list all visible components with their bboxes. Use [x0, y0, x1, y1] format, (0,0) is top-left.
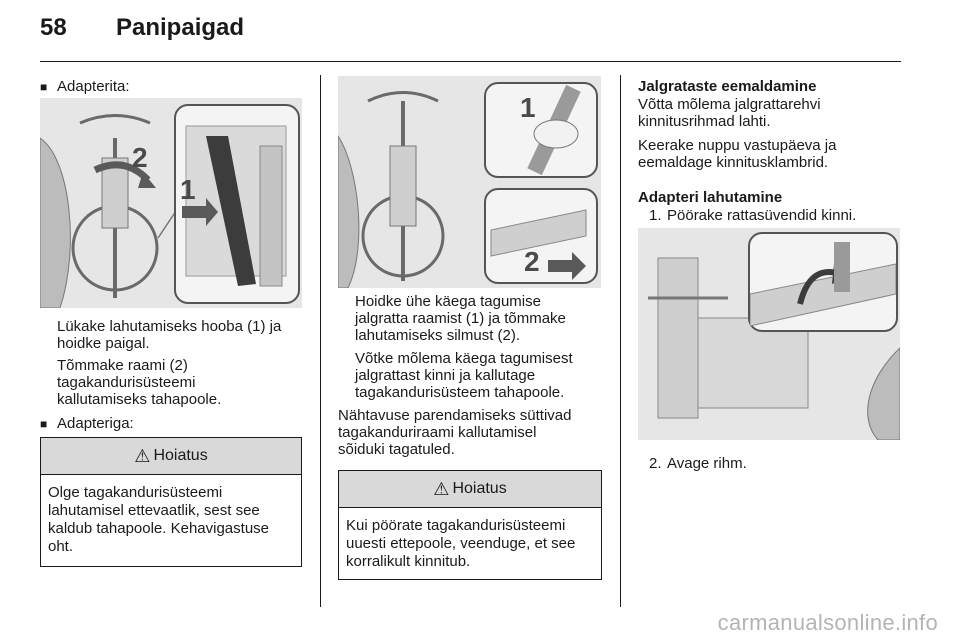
warning-triangle-icon: ⚠ [433, 478, 450, 499]
warning-title: Hoiatus [452, 480, 507, 497]
page-number: 58 [40, 14, 67, 41]
warning-box-middle [338, 470, 602, 580]
list-number-2: 2. [649, 455, 662, 472]
middle-para-line3: sõiduki tagatuled. [338, 441, 455, 458]
callout-label-1: 1 [520, 92, 536, 123]
callout-label-2: 2 [132, 142, 148, 173]
callout-label-2: 2 [524, 246, 540, 277]
middle-step2-line2: jalgrattast kinni ja kallutage [355, 367, 536, 384]
warning-header [41, 438, 301, 475]
left-step2-line1: Tõmmake raami (2) [57, 357, 188, 374]
left-step2-line3: kallutamiseks tahapoole. [57, 391, 222, 408]
chapter-title: Panipaigad [116, 14, 245, 41]
warning-line: Kui pöörate tagakandurisüsteemi [346, 517, 566, 534]
figure-tilt-carrier [338, 76, 601, 288]
warning-line: Olge tagakandurisüsteemi [48, 484, 223, 501]
warning-body [339, 508, 601, 571]
figure-release-lever [40, 98, 302, 308]
right-para2-line2: eemaldage kinnitusklambrid. [638, 154, 829, 171]
section-heading-detach-adapter: Adapteri lahutamine [638, 189, 783, 206]
left-step2-line2: tagakandurisüsteemi [57, 374, 196, 391]
middle-para-line2: tagakanduriraami kallutamisel [338, 424, 537, 441]
middle-para-line1: Nähtavuse parendamiseks süttivad [338, 407, 572, 424]
list-text-2: Avage rihm. [667, 455, 747, 472]
warning-line: uuesti ettepoole, veenduge, et see [346, 535, 576, 552]
column-divider-right [620, 75, 621, 607]
warning-line: korralikult kinnitub. [346, 553, 471, 570]
section-heading-remove-bikes: Jalgrataste eemaldamine [638, 78, 817, 95]
warning-header [339, 471, 601, 508]
middle-step2-line1: Võtke mõlema käega tagumisest [355, 350, 573, 367]
warning-line: lahutamisel ettevaatlik, sest see [48, 502, 260, 519]
middle-step2-line3: tagakandurisüsteem tahapoole. [355, 384, 565, 401]
warning-body [41, 475, 301, 556]
square-bullet-icon: ■ [40, 80, 48, 94]
figure-close-wheel-trays-inset [748, 232, 898, 332]
column-divider-left [320, 75, 321, 607]
list-number-1: 1. [649, 207, 662, 224]
warning-triangle-icon: ⚠ [134, 445, 151, 466]
wheel-tray-detail-drawing [750, 234, 896, 330]
callout-label-1: 1 [180, 174, 196, 205]
right-para1-line1: Võtta mõlema jalgrattarehvi [638, 96, 821, 113]
bullet-with-adapter: Adapteriga: [57, 415, 134, 432]
figure-close-wheel-trays [638, 228, 900, 440]
warning-box-left [40, 437, 302, 567]
left-step1-line1: Lükake lahutamiseks hooba (1) ja [57, 318, 282, 335]
right-para1-line2: kinnitusrihmad lahti. [638, 113, 771, 130]
header-rule [40, 61, 901, 62]
list-text-1: Pöörake rattasüvendid kinni. [667, 207, 857, 224]
square-bullet-icon: ■ [40, 417, 48, 431]
warning-line: kaldub tahapoole. Kehavigastuse [48, 520, 270, 537]
warning-line: oht. [48, 538, 74, 555]
figure-tilt-inset-loop [484, 188, 598, 284]
middle-step1-line1: Hoidke ühe käega tagumise [355, 293, 541, 310]
figure-tilt-inset-hand [484, 82, 598, 178]
watermark: carmanualsonline.info [717, 610, 938, 635]
bullet-without-adapter: Adapterita: [57, 78, 130, 95]
middle-step1-line2: jalgratta raamist (1) ja tõmmake [355, 310, 566, 327]
hand-grip-drawing [486, 84, 596, 176]
middle-step1-line3: lahutamiseks silmust (2). [355, 327, 521, 344]
left-step1-line2: hoidke paigal. [57, 335, 150, 352]
warning-title: Hoiatus [153, 447, 208, 464]
pull-loop-drawing [486, 190, 596, 282]
right-para2-line1: Keerake nuppu vastupäeva ja [638, 137, 837, 154]
